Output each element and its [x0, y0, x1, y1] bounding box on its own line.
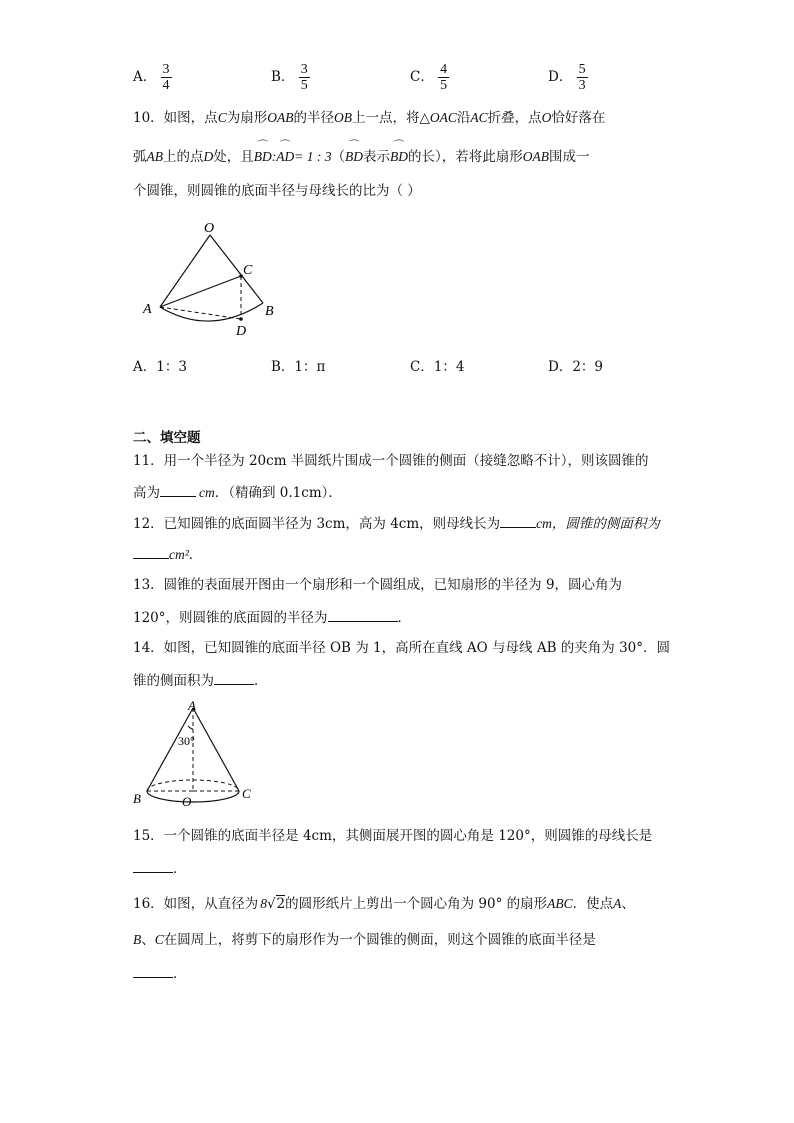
angle-arc [188, 726, 193, 729]
q12-answer-blank-1[interactable] [500, 513, 536, 528]
angle-label: 30° [178, 734, 195, 748]
q10-option-b: B．1：π [271, 359, 326, 375]
base-front-arc [147, 791, 239, 802]
q9-option-c: C． $\frac{4}{5}$ [410, 62, 448, 93]
q11-answer-blank[interactable] [160, 482, 196, 497]
q9-option-a: A． $\frac{3}{4}$ [133, 62, 170, 93]
q10-line-1: 10．如图，点C为扇形OAB的半径OB上一点，将△OAC沿AC折叠，点O恰好落在 [133, 110, 606, 126]
q15-line-1: 15．一个圆锥的底面半径是 4cm，其侧面展开图的圆心角是 120°，则圆锥的母线长是 [133, 828, 653, 844]
q15-line-2: ． [133, 858, 187, 879]
q10-option-d: D．2：9 [548, 359, 604, 375]
q16-line-2: B、C在圆周上，将剪下的扇形作为一个圆锥的侧面，则这个圆锥的底面半径是 [133, 932, 596, 948]
q9-option-b: B． $\frac{3}{5}$ [271, 62, 308, 93]
q12-line-1: 12．已知圆锥的底面圆半径为 3cm，高为 4cm，则母线长为 cm，圆锥的侧面积为 [133, 513, 660, 534]
label-C: C [243, 263, 253, 278]
generatrix-AC [193, 708, 239, 791]
label-C: C [242, 786, 251, 801]
generatrix-AB [147, 708, 193, 791]
q14-cone-figure [128, 698, 263, 813]
q13-line-2: 120°，则圆锥的底面圆的半径为 ． [133, 607, 411, 628]
arc-AB [160, 303, 263, 321]
segment-AC [160, 276, 241, 307]
q9-option-b-fraction: $\frac{3}{5}$ [300, 62, 308, 93]
q9-option-c-fraction: $\frac{4}{5}$ [440, 62, 448, 93]
q16-line-1: 16．如图，从直径为 8√2的圆形纸片上剪出一个圆心角为 90° 的扇形ABC．使点A、 [133, 896, 635, 912]
q11-line-2: 高为 cm．（精确到 0.1cm）． [133, 482, 342, 503]
q10-sector-figure [135, 215, 295, 345]
q11-line-1: 11．用一个半径为 20cm 半圆纸片围成一个圆锥的侧面（接缝忽略不计），则该圆锥的 [133, 453, 649, 469]
segment-OA [160, 235, 210, 307]
q10-line-2: 弧AB上的点D处，且⌒ BD:⌒ AD= 1 : 3（⌒ BD表示⌒ BD的长），若将此扇形OAB围成一 [133, 147, 589, 167]
label-D: D [236, 324, 247, 339]
label-O: O [182, 794, 192, 809]
point-D [239, 317, 243, 321]
label-A: A [188, 698, 196, 713]
q12-line-2: cm²． [133, 544, 202, 565]
q15-answer-blank[interactable] [133, 858, 173, 873]
section-heading: 二、填空题 [133, 430, 201, 446]
q16-line-3: ． [133, 963, 187, 984]
q10-option-a: A．1：3 [133, 359, 187, 375]
q16-answer-blank[interactable] [133, 963, 173, 978]
q10-option-c: C．1：4 [410, 359, 465, 375]
segment-OB [210, 235, 263, 303]
q13-line-1: 13．圆锥的表面展开图由一个扇形和一个圆组成，已知扇形的半径为 9，圆心角为 [133, 577, 623, 593]
q13-answer-blank[interactable] [328, 607, 398, 622]
q14-line-2: 锥的侧面积为 ． [133, 670, 268, 691]
q14-answer-blank[interactable] [214, 670, 254, 685]
label-A: A [143, 302, 152, 317]
q9-option-a-fraction: $\frac{3}{4}$ [162, 62, 170, 93]
label-B: B [133, 791, 141, 806]
q14-line-1: 14．如图，已知圆锥的底面半径 OB 为 1，高所在直线 AO 与母线 AB 的夹角为 30°．圆 [133, 640, 670, 656]
label-B: B [265, 304, 274, 319]
q9-option-d-fraction: $\frac{5}{3}$ [578, 62, 586, 93]
label-O: O [204, 221, 215, 236]
q12-answer-blank-2[interactable] [133, 544, 169, 559]
q9-option-d: D． $\frac{5}{3}$ [548, 62, 586, 93]
q10-line-3: 个圆锥，则圆锥的底面半径与母线长的比为（ ） [133, 183, 421, 199]
